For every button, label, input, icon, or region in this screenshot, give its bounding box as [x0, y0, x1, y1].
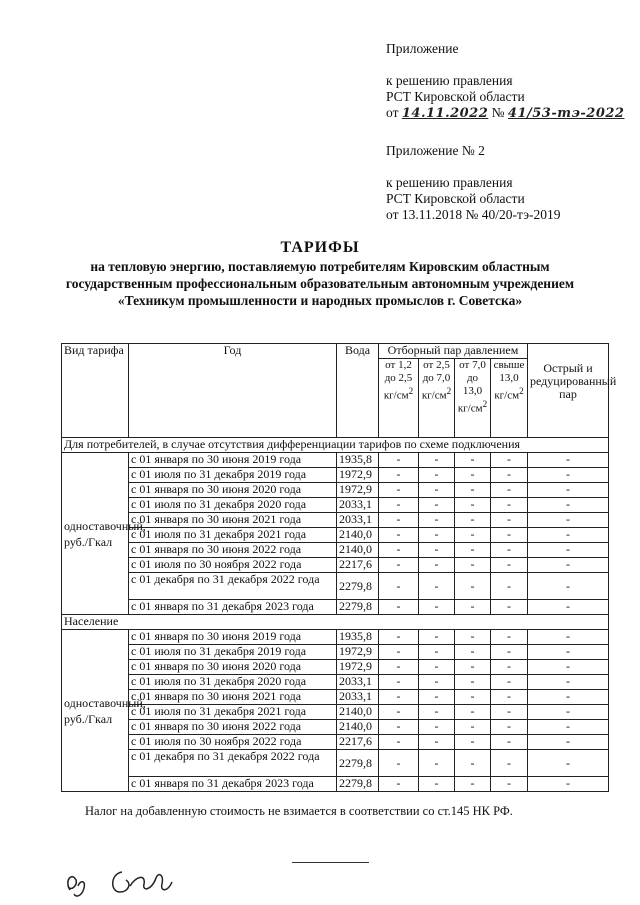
p1-tariff-cell: -: [379, 513, 419, 528]
p1-tariff-cell: -: [379, 750, 419, 777]
p2-tariff-cell: -: [419, 483, 455, 498]
p2-tariff-cell: -: [419, 453, 455, 468]
p4-tariff-cell: -: [491, 528, 528, 543]
appendix-authority-line: РСТ Кировской области: [386, 89, 525, 104]
col-header-pressure-1: [379, 359, 419, 438]
p4-tariff-cell: -: [491, 735, 528, 750]
p1-tariff-cell: -: [379, 645, 419, 660]
pressure-1-superscript: 2: [408, 386, 414, 396]
col-header-kind: Вид тарифа: [62, 344, 129, 438]
p3-tariff-cell: -: [455, 720, 491, 735]
category-label: Для потребителей, в случае отсутствия дифференциации тарифов по схеме подключения: [62, 438, 609, 453]
p1-tariff-cell: -: [379, 660, 419, 675]
p4-tariff-cell: -: [491, 483, 528, 498]
water-tariff-cell: 2279,8: [337, 777, 379, 792]
sharp-tariff-cell: -: [528, 660, 609, 675]
table-row: [62, 705, 609, 720]
p4-tariff-cell: -: [491, 750, 528, 777]
p3-tariff-cell: -: [455, 777, 491, 792]
col-header-steam: Отборный пар давлением: [379, 344, 528, 359]
water-tariff-cell: 2033,1: [337, 675, 379, 690]
handwritten-signature: [113, 872, 172, 892]
p1-tariff-cell: -: [379, 573, 419, 600]
water-tariff-cell: 1972,9: [337, 645, 379, 660]
p3-tariff-cell: -: [455, 543, 491, 558]
p4-tariff-cell: -: [491, 600, 528, 615]
p4-tariff-cell: -: [491, 498, 528, 513]
appendix2-authority-line: РСТ Кировской области: [386, 191, 525, 206]
appendix-current: [386, 41, 624, 122]
p2-tariff-cell: -: [419, 777, 455, 792]
p4-tariff-cell: -: [491, 468, 528, 483]
water-tariff-cell: 2033,1: [337, 513, 379, 528]
water-tariff-cell: 2217,6: [337, 735, 379, 750]
sharp-tariff-cell: -: [528, 630, 609, 645]
period-cell: с 01 января по 31 декабря 2023 года: [129, 600, 337, 615]
p2-tariff-cell: -: [419, 468, 455, 483]
water-tariff-cell: 2033,1: [337, 690, 379, 705]
p4-tariff-cell: -: [491, 705, 528, 720]
tariff-kind-cell: одноставочный, руб./Гкал: [62, 630, 129, 792]
water-tariff-cell: 2140,0: [337, 528, 379, 543]
water-tariff-cell: 2279,8: [337, 573, 379, 600]
p1-tariff-cell: -: [379, 483, 419, 498]
document-subtitle: на тепловую энергию, поставляемую потребителям Кировским областным государственным профессиональным образовательным автономным учреждением «Техникум промышленности и народных промыслов г. Советска»: [65, 259, 575, 308]
pressure-4-label: свыше 13,0 кг/см: [493, 359, 525, 402]
period-cell: с 01 июля по 31 декабря 2021 года: [129, 705, 337, 720]
p3-tariff-cell: -: [455, 528, 491, 543]
table-row: [62, 675, 609, 690]
appendix-decision-line: к решению правления: [386, 73, 513, 88]
period-cell: с 01 января по 30 июня 2021 года: [129, 690, 337, 705]
appendix-previous: [386, 143, 561, 223]
p4-tariff-cell: -: [491, 453, 528, 468]
category-row: [62, 615, 609, 630]
water-tariff-cell: 1935,8: [337, 630, 379, 645]
signature-line: [292, 862, 369, 863]
category-row: [62, 438, 609, 453]
table-row: [62, 777, 609, 792]
p1-tariff-cell: -: [379, 558, 419, 573]
sharp-tariff-cell: -: [528, 690, 609, 705]
p3-tariff-cell: -: [455, 513, 491, 528]
p2-tariff-cell: -: [419, 513, 455, 528]
tariff-kind-cell: одноставочный, руб./Гкал: [62, 453, 129, 615]
p4-tariff-cell: -: [491, 573, 528, 600]
col-header-sharp-steam: Острый и редуцированный пар: [528, 344, 609, 438]
period-cell: с 01 июля по 30 ноября 2022 года: [129, 735, 337, 750]
p1-tariff-cell: -: [379, 735, 419, 750]
sharp-tariff-cell: -: [528, 573, 609, 600]
sharp-tariff-cell: -: [528, 528, 609, 543]
p3-tariff-cell: -: [455, 483, 491, 498]
p3-tariff-cell: -: [455, 468, 491, 483]
sharp-tariff-cell: -: [528, 453, 609, 468]
sharp-tariff-cell: -: [528, 750, 609, 777]
col-header-pressure-2: [419, 359, 455, 438]
p2-tariff-cell: -: [419, 735, 455, 750]
p1-tariff-cell: -: [379, 528, 419, 543]
p2-tariff-cell: -: [419, 558, 455, 573]
p1-tariff-cell: -: [379, 630, 419, 645]
sharp-tariff-cell: -: [528, 468, 609, 483]
table-row: [62, 630, 609, 645]
col-header-year: Год: [129, 344, 337, 438]
p3-tariff-cell: -: [455, 660, 491, 675]
p4-tariff-cell: -: [491, 777, 528, 792]
p4-tariff-cell: -: [491, 513, 528, 528]
sharp-tariff-cell: -: [528, 600, 609, 615]
p4-tariff-cell: -: [491, 660, 528, 675]
p2-tariff-cell: -: [419, 630, 455, 645]
water-tariff-cell: 2279,8: [337, 600, 379, 615]
appendix-title: Приложение: [386, 41, 459, 56]
table-row: [62, 468, 609, 483]
water-tariff-cell: 1972,9: [337, 660, 379, 675]
sharp-tariff-cell: -: [528, 513, 609, 528]
period-cell: с 01 января по 30 июня 2020 года: [129, 483, 337, 498]
p3-tariff-cell: -: [455, 573, 491, 600]
table-row: [62, 720, 609, 735]
handwritten-initials: [68, 877, 85, 896]
p4-tariff-cell: -: [491, 720, 528, 735]
tariff-table-body: [62, 438, 609, 792]
p2-tariff-cell: -: [419, 675, 455, 690]
water-tariff-cell: 2140,0: [337, 720, 379, 735]
period-cell: с 01 июля по 31 декабря 2020 года: [129, 498, 337, 513]
p3-tariff-cell: -: [455, 675, 491, 690]
p2-tariff-cell: -: [419, 705, 455, 720]
col-header-water: Вода: [337, 344, 379, 438]
period-cell: с 01 января по 30 июня 2019 года: [129, 453, 337, 468]
appendix-date-line: [386, 105, 624, 122]
water-tariff-cell: 1972,9: [337, 483, 379, 498]
table-row: [62, 690, 609, 705]
table-row: [62, 498, 609, 513]
p4-tariff-cell: -: [491, 645, 528, 660]
p1-tariff-cell: -: [379, 600, 419, 615]
appendix2-date-line: от 13.11.2018 № 40/20-тэ-2019: [386, 207, 561, 222]
period-cell: с 01 января по 31 декабря 2023 года: [129, 777, 337, 792]
sharp-tariff-cell: -: [528, 705, 609, 720]
col-header-pressure-3: [455, 359, 491, 438]
p1-tariff-cell: -: [379, 777, 419, 792]
p1-tariff-cell: -: [379, 498, 419, 513]
table-row: [62, 528, 609, 543]
pressure-3-label: от 7,0 до 13,0 кг/см: [457, 359, 486, 415]
water-tariff-cell: 2140,0: [337, 705, 379, 720]
p1-tariff-cell: -: [379, 468, 419, 483]
pressure-1-label: от 1,2 до 2,5 кг/см: [383, 359, 413, 402]
p2-tariff-cell: -: [419, 690, 455, 705]
period-cell: с 01 июля по 31 декабря 2019 года: [129, 645, 337, 660]
table-row: [62, 573, 609, 600]
p4-tariff-cell: -: [491, 543, 528, 558]
category-label: Население: [62, 615, 609, 630]
p2-tariff-cell: -: [419, 600, 455, 615]
period-cell: с 01 июля по 31 декабря 2020 года: [129, 675, 337, 690]
pressure-2-label: от 2,5 до 7,0 кг/см: [421, 359, 451, 402]
table-row: [62, 645, 609, 660]
table-row: [62, 660, 609, 675]
water-tariff-cell: 2033,1: [337, 498, 379, 513]
signature-marks: [60, 862, 190, 902]
p4-tariff-cell: -: [491, 690, 528, 705]
p1-tariff-cell: -: [379, 453, 419, 468]
p3-tariff-cell: -: [455, 735, 491, 750]
p1-tariff-cell: -: [379, 690, 419, 705]
p4-tariff-cell: -: [491, 558, 528, 573]
p2-tariff-cell: -: [419, 528, 455, 543]
table-row: [62, 513, 609, 528]
p1-tariff-cell: -: [379, 675, 419, 690]
sharp-tariff-cell: -: [528, 645, 609, 660]
appendix-date-prefix: от: [386, 105, 399, 120]
document-heading: [60, 238, 580, 309]
table-row: [62, 483, 609, 498]
p1-tariff-cell: -: [379, 720, 419, 735]
p2-tariff-cell: -: [419, 660, 455, 675]
p3-tariff-cell: -: [455, 600, 491, 615]
period-cell: с 01 января по 30 июня 2022 года: [129, 720, 337, 735]
p2-tariff-cell: -: [419, 750, 455, 777]
tariff-table: [61, 343, 617, 792]
sharp-tariff-cell: -: [528, 498, 609, 513]
water-tariff-cell: 2279,8: [337, 750, 379, 777]
water-tariff-cell: 1935,8: [337, 453, 379, 468]
pressure-3-superscript: 2: [482, 399, 488, 409]
p3-tariff-cell: -: [455, 558, 491, 573]
document-title: ТАРИФЫ: [280, 239, 360, 256]
period-cell: с 01 января по 30 июня 2022 года: [129, 543, 337, 558]
table-row: [62, 543, 609, 558]
period-cell: с 01 января по 30 июня 2021 года: [129, 513, 337, 528]
table-row: [62, 735, 609, 750]
sharp-tariff-cell: -: [528, 720, 609, 735]
handwritten-number: 41/53-тэ-2022: [507, 106, 625, 121]
p2-tariff-cell: -: [419, 543, 455, 558]
p3-tariff-cell: -: [455, 498, 491, 513]
p3-tariff-cell: -: [455, 705, 491, 720]
p3-tariff-cell: -: [455, 645, 491, 660]
sharp-tariff-cell: -: [528, 777, 609, 792]
water-tariff-cell: 1972,9: [337, 468, 379, 483]
p1-tariff-cell: -: [379, 705, 419, 720]
appendix2-title: Приложение № 2: [386, 143, 485, 158]
p3-tariff-cell: -: [455, 690, 491, 705]
period-cell: с 01 декабря по 31 декабря 2022 года: [129, 573, 337, 600]
sharp-tariff-cell: -: [528, 543, 609, 558]
period-cell: с 01 июля по 31 декабря 2019 года: [129, 468, 337, 483]
period-cell: с 01 июля по 31 декабря 2021 года: [129, 528, 337, 543]
p4-tariff-cell: -: [491, 630, 528, 645]
water-tariff-cell: 2140,0: [337, 543, 379, 558]
p4-tariff-cell: -: [491, 675, 528, 690]
p2-tariff-cell: -: [419, 645, 455, 660]
sharp-tariff-cell: -: [528, 675, 609, 690]
table-row: [62, 750, 609, 777]
table-row: [62, 453, 609, 468]
appendix2-decision-line: к решению правления: [386, 175, 513, 190]
period-cell: с 01 января по 30 июня 2019 года: [129, 630, 337, 645]
vat-footnote: Налог на добавленную стоимость не взимается в соответствии со ст.145 НК РФ.: [85, 804, 513, 818]
p2-tariff-cell: -: [419, 573, 455, 600]
p3-tariff-cell: -: [455, 750, 491, 777]
period-cell: с 01 января по 30 июня 2020 года: [129, 660, 337, 675]
table-row: [62, 600, 609, 615]
pressure-2-superscript: 2: [446, 386, 452, 396]
p2-tariff-cell: -: [419, 720, 455, 735]
sharp-tariff-cell: -: [528, 483, 609, 498]
p3-tariff-cell: -: [455, 453, 491, 468]
sharp-tariff-cell: -: [528, 735, 609, 750]
p1-tariff-cell: -: [379, 543, 419, 558]
sharp-tariff-cell: -: [528, 558, 609, 573]
handwritten-date: 14.11.2022: [401, 106, 489, 121]
pressure-4-superscript: 2: [519, 386, 524, 396]
col-header-pressure-4: [491, 359, 528, 438]
period-cell: с 01 декабря по 31 декабря 2022 года: [129, 750, 337, 777]
period-cell: с 01 июля по 30 ноября 2022 года: [129, 558, 337, 573]
table-row: [62, 558, 609, 573]
p3-tariff-cell: -: [455, 630, 491, 645]
water-tariff-cell: 2217,6: [337, 558, 379, 573]
number-sign: №: [491, 105, 505, 120]
p2-tariff-cell: -: [419, 498, 455, 513]
